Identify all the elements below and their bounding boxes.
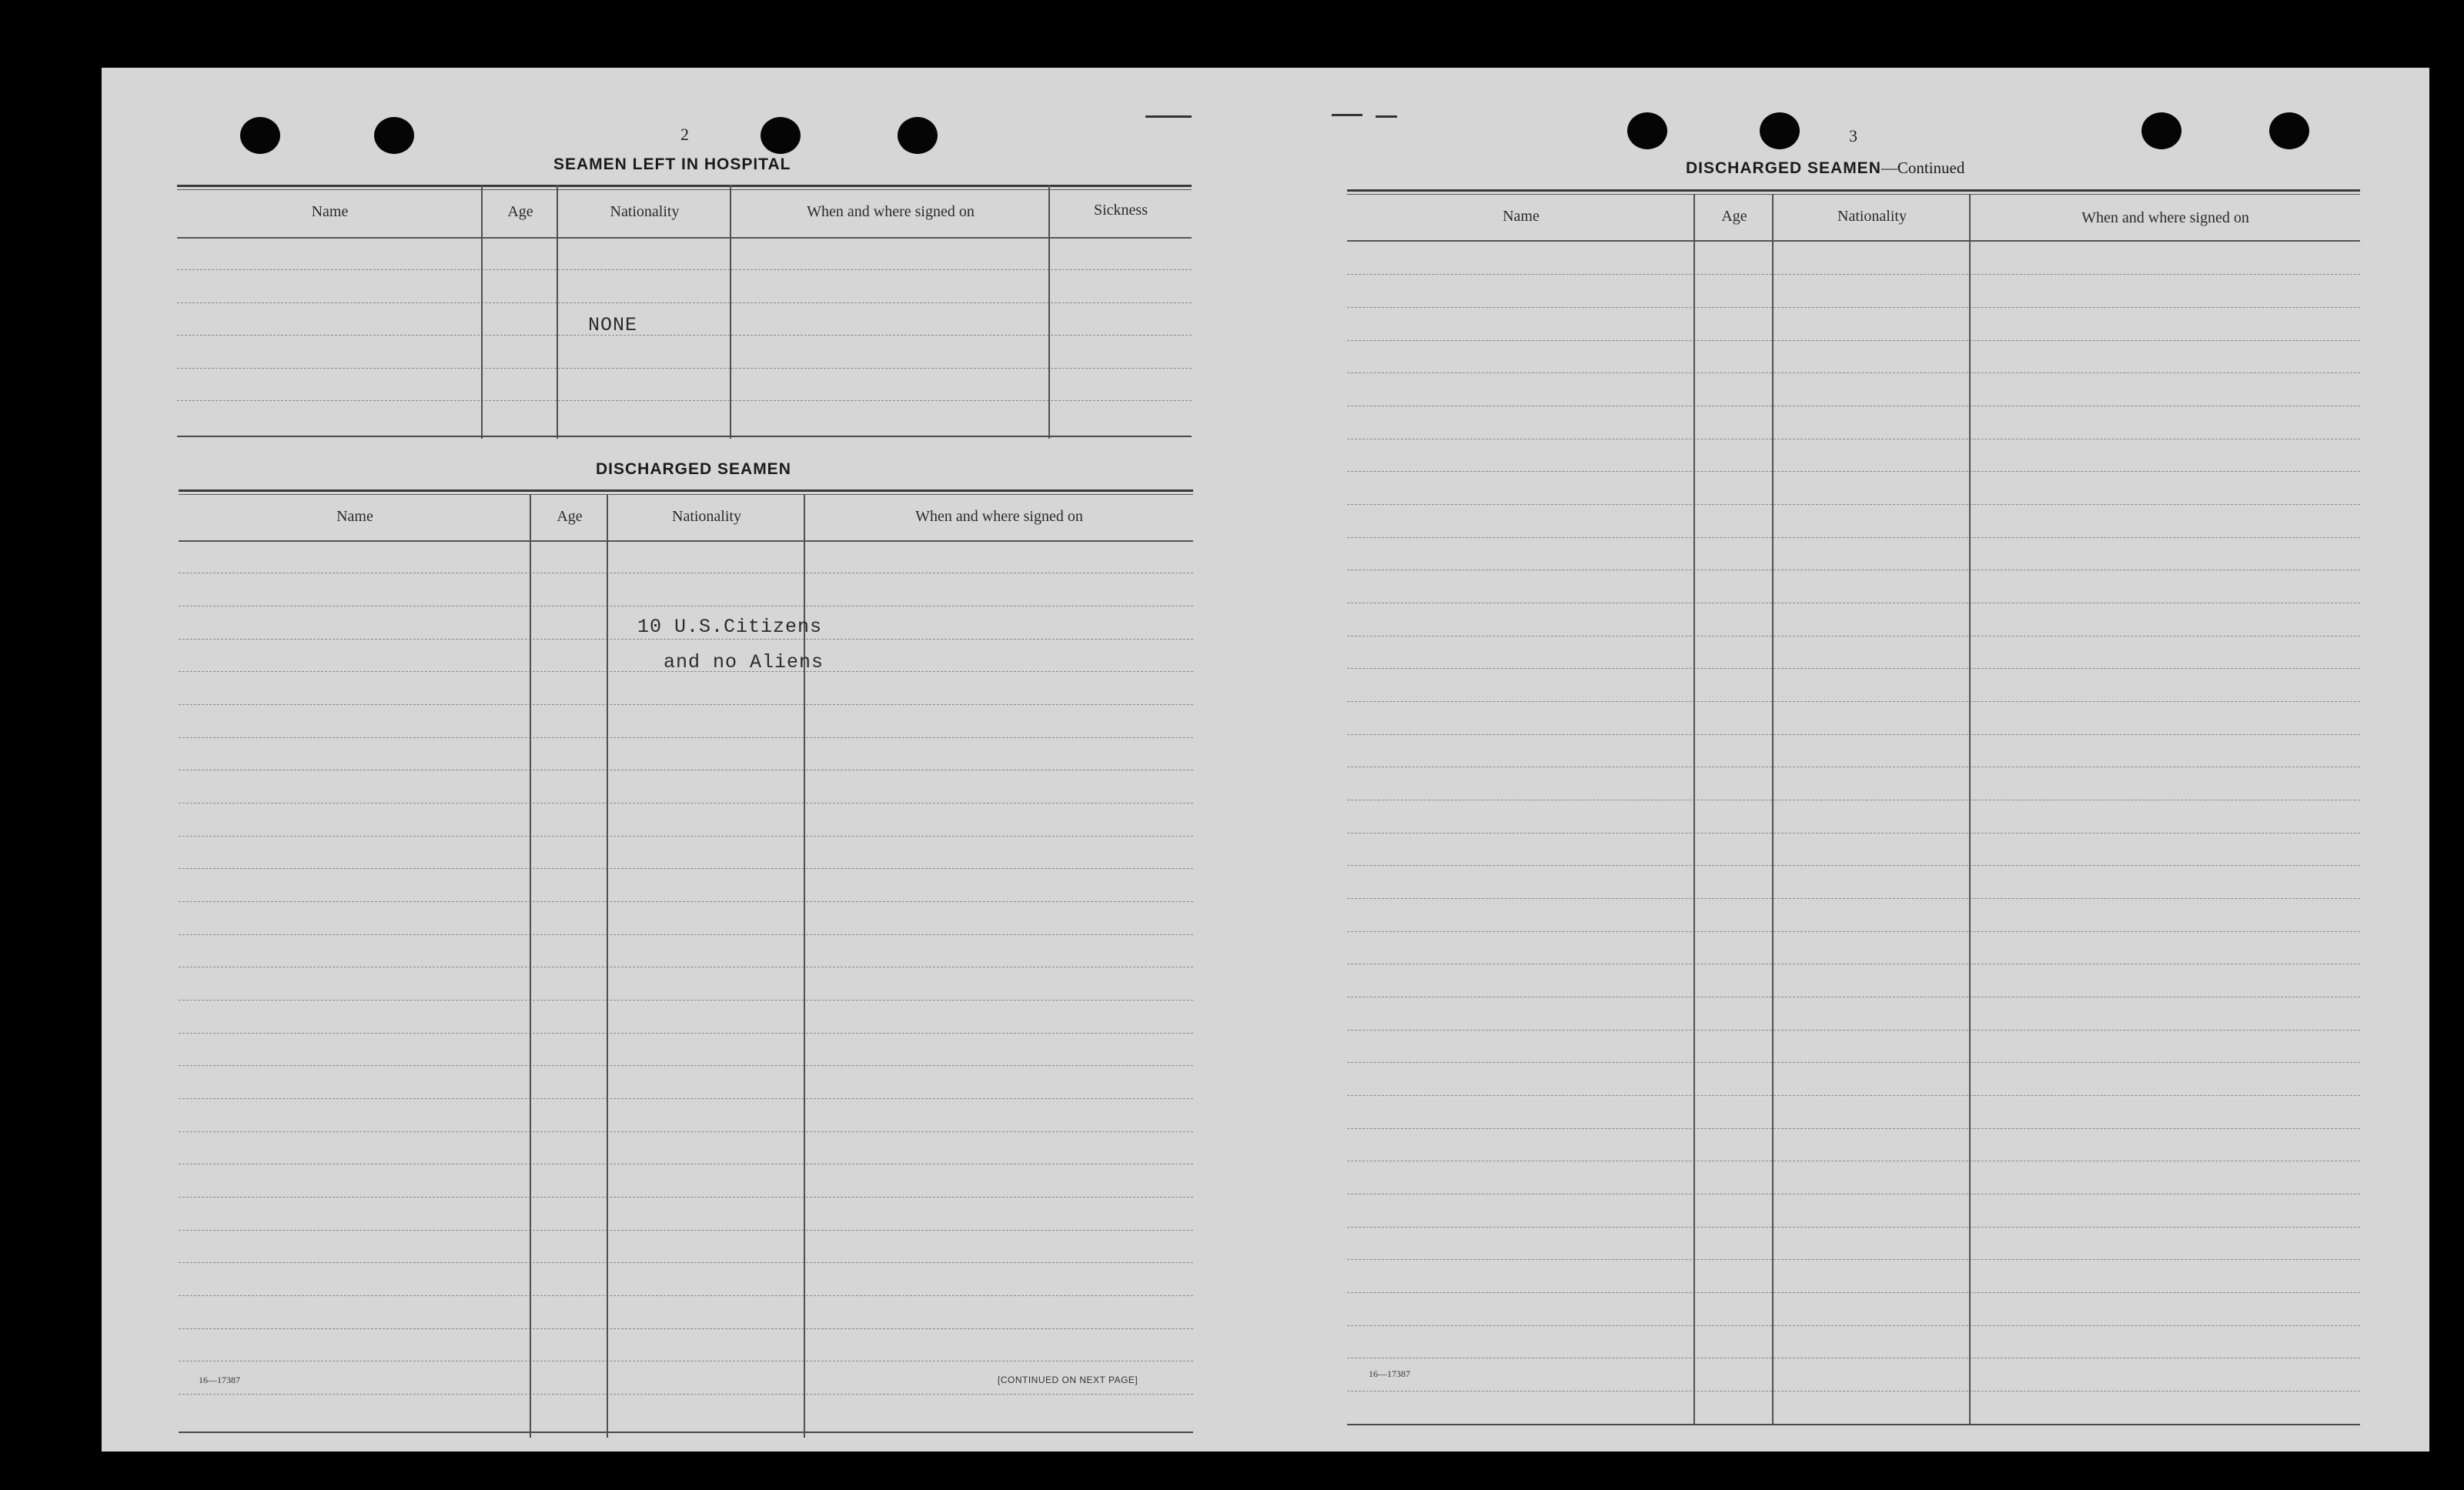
punch-hole [240, 117, 280, 154]
column-header-when-where: When and where signed on [2081, 209, 2249, 226]
punch-hole [2269, 112, 2309, 149]
discharged-entry-line2: and no Aliens [664, 651, 824, 673]
punch-hole [2141, 112, 2181, 149]
hospital-entry-text: NONE [588, 314, 638, 336]
ink-smudge [1376, 115, 1397, 118]
continued-footnote: [CONTINUED ON NEXT PAGE] [998, 1375, 1138, 1385]
column-header-when-where: When and where signed on [915, 508, 1083, 525]
punch-hole [374, 117, 414, 154]
discharged-table-right [1347, 189, 2360, 1433]
page-number-right: 3 [1849, 126, 1857, 145]
continued-suffix: —Continued [1881, 159, 1965, 177]
page-number-left: 2 [680, 125, 689, 144]
ink-smudge [1332, 114, 1362, 116]
column-header-sickness: Sickness [1094, 202, 1148, 219]
document-sheet [102, 68, 2429, 1452]
form-code-left: 16—17387 [199, 1375, 240, 1385]
column-header-name: Name [336, 508, 373, 525]
column-header-name: Name [1503, 208, 1540, 225]
discharged-continued-title-main: DISCHARGED SEAMEN [1686, 159, 1881, 177]
column-header-age: Age [507, 203, 533, 220]
discharged-continued-title [1686, 159, 1964, 178]
column-header-nationality: Nationality [1837, 208, 1907, 225]
hospital-section-title: SEAMEN LEFT IN HOSPITAL [553, 155, 791, 173]
column-header-nationality: Nationality [610, 203, 680, 220]
punch-hole [898, 117, 938, 154]
punch-hole [1760, 112, 1800, 149]
column-header-age: Age [557, 508, 583, 525]
column-header-age: Age [1721, 208, 1747, 225]
punch-hole [1627, 112, 1667, 149]
discharged-section-title: DISCHARGED SEAMEN [596, 460, 791, 478]
discharged-entry-line1: 10 U.S.Citizens [637, 616, 823, 638]
column-header-name: Name [311, 203, 349, 220]
ink-smudge [1145, 115, 1192, 118]
column-header-when-where: When and where signed on [807, 203, 975, 220]
column-header-nationality: Nationality [672, 508, 741, 525]
form-code-right: 16—17387 [1369, 1368, 1410, 1379]
punch-hole [761, 117, 801, 154]
hospital-table [177, 185, 1192, 439]
